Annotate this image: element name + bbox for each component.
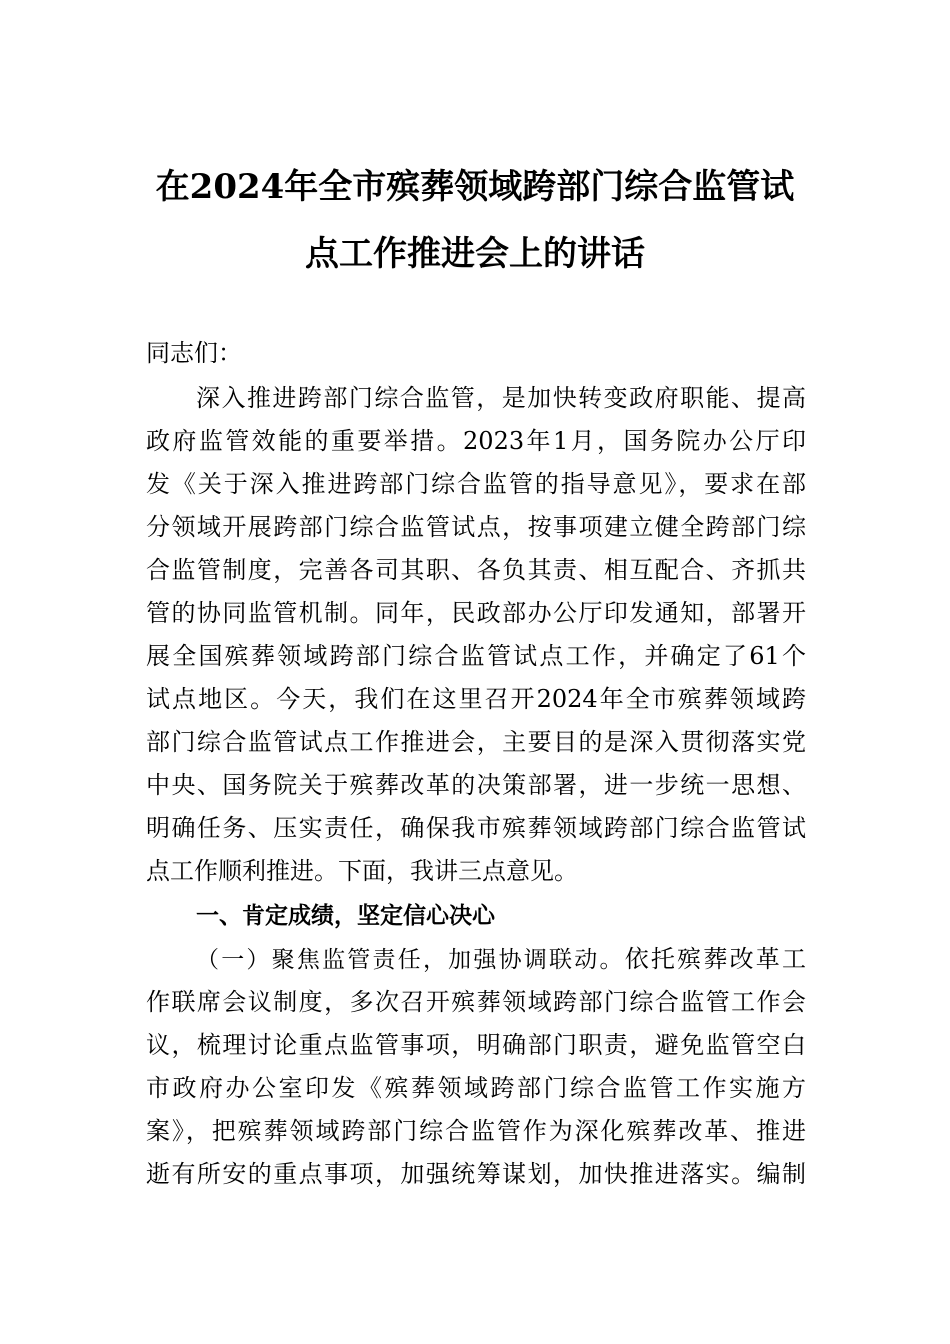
paragraph-line: 案》，把殡葬领域跨部门综合监管作为深化殡葬改革、推进: [146, 1117, 806, 1145]
paragraph-line: 明确任务、压实责任，确保我市殡葬领域跨部门综合监管试: [146, 814, 806, 842]
document-title-line-1: 在2024年全市殡葬领域跨部门综合监管试: [155, 167, 795, 207]
paragraph-line: 政府监管效能的重要举措。2023年1月，国务院办公厅印: [146, 427, 806, 455]
paragraph-line: 市政府办公室印发《殡葬领域跨部门综合监管工作实施方: [146, 1074, 806, 1102]
section-heading: 一、肯定成绩，坚定信心决心: [196, 903, 495, 929]
paragraph-line: 中央、国务院关于殡葬改革的决策部署，进一步统一思想、: [146, 771, 806, 799]
paragraph-line: 议，梳理讨论重点监管事项，明确部门职责，避免监管空白: [146, 1031, 806, 1059]
salutation: 同志们：: [146, 339, 242, 367]
paragraph-line: 逝有所安的重点事项，加强统筹谋划，加快推进落实。编制: [146, 1160, 806, 1188]
paragraph-line: 合监管制度，完善各司其职、各负其责、相互配合、齐抓共: [146, 556, 806, 584]
paragraph-line: 展全国殡葬领域跨部门综合监管试点工作，并确定了61个: [146, 642, 806, 670]
paragraph-line: 深入推进跨部门综合监管，是加快转变政府职能、提高: [196, 384, 806, 412]
subsection-lead: （一）聚焦监管责任，加强协调联动。: [196, 947, 625, 973]
paragraph-line: 点工作顺利推进。下面，我讲三点意见。: [146, 857, 578, 885]
subsection-first-rest: 依托殡葬改革工: [624, 945, 807, 973]
paragraph-line: 部门综合监管试点工作推进会，主要目的是深入贯彻落实党: [146, 728, 806, 756]
paragraph-line: 作联席会议制度，多次召开殡葬领域跨部门综合监管工作会: [146, 988, 806, 1016]
subsection-first-line: [196, 939, 806, 979]
paragraph-line: 管的协同监管机制。同年，民政部办公厅印发通知，部署开: [146, 599, 806, 627]
paragraph-line: 发《关于深入推进跨部门综合监管的指导意见》，要求在部: [146, 470, 806, 498]
paragraph-line: 分领域开展跨部门综合监管试点，按事项建立健全跨部门综: [146, 513, 806, 541]
document-title-line-2: 点工作推进会上的讲话: [305, 234, 645, 274]
paragraph-line: 试点地区。今天，我们在这里召开2024年全市殡葬领域跨: [146, 685, 806, 713]
